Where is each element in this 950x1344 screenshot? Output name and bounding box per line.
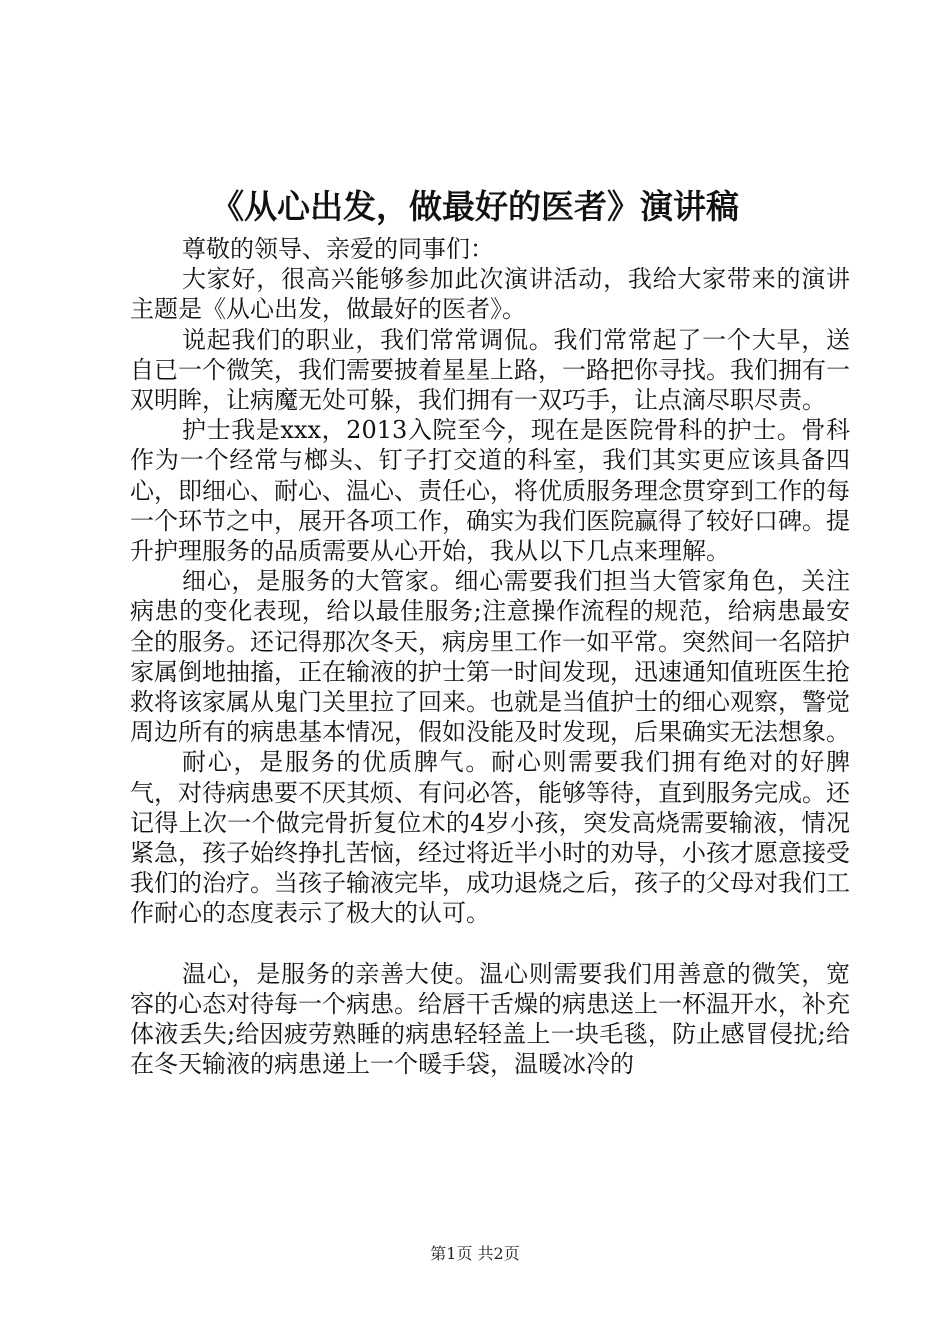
page-footer: 第1页 共2页 [430, 1244, 520, 1263]
paragraph-profession: 说起我们的职业，我们常常调侃。我们常常起了一个大早，送自已一个微笑，我们需要披着星星上路，一路把你寻找。我们拥有一双明眸，让病魔无处可躲，我们拥有一双巧手，让点滴尽职尽责。 [130, 325, 850, 415]
paragraph-warmth: 温心，是服务的亲善大使。温心则需要我们用善意的微笑，宽容的心态对待每一个病患。给唇干舌燥的病患送上一杯温开水，补充体液丢失;给因疲劳熟睡的病患轻轻盖上一块毛毯，防止感冒侵扰;给在冬天输液的病患递上一个暖手袋，温暖冰冷的 [130, 959, 850, 1079]
paragraph-introduction: 护士我是xxx，2013入院至今，现在是医院骨科的护士。骨科作为一个经常与榔头、钉子打交道的科室，我们其实更应该具备四心，即细心、耐心、温心、责任心，将优质服务理念贯穿到工作的每一个环节之中，展开各项工作，确实为我们医院赢得了较好口碑。提升护理服务的品质需要从心开始，我从以下几点来理解。 [130, 416, 850, 566]
paragraph-patience: 耐心，是服务的优质脾气。耐心则需要我们拥有绝对的好脾气，对待病患要不厌其烦、有问必答，能够等待，直到服务完成。还记得上次一个做完骨折复位术的4岁小孩，突发高烧需要输液，情况紧急，孩子始终挣扎苦恼，经过将近半小时的劝导，小孩才愿意接受我们的治疗。当孩子输液完毕，成功退烧之后，孩子的父母对我们工作耐心的态度表示了极大的认可。 [130, 748, 850, 928]
paragraph-greeting: 大家好，很高兴能够参加此次演讲活动，我给大家带来的演讲主题是《从心出发，做最好的医者》。 [130, 265, 850, 324]
document-body [130, 234, 850, 1079]
document-title: 《从心出发，做最好的医者》演讲稿 [211, 187, 739, 226]
paragraph-salutation: 尊敬的领导、亲爱的同事们： [182, 235, 494, 263]
paragraph-carefulness: 细心，是服务的大管家。细心需要我们担当大管家角色，关注病患的变化表现，给以最佳服务;注意操作流程的规范，给病患最安全的服务。还记得那次冬天，病房里工作一如平常。突然间一名陪护家属倒地抽搐，正在输液的护士第一时间发现，迅速通知值班医生抢救将该家属从鬼门关里拉了回来。也就是当值护士的细心观察，警觉周边所有的病患基本情况，假如没能及时发现，后果确实无法想象。 [130, 567, 850, 747]
